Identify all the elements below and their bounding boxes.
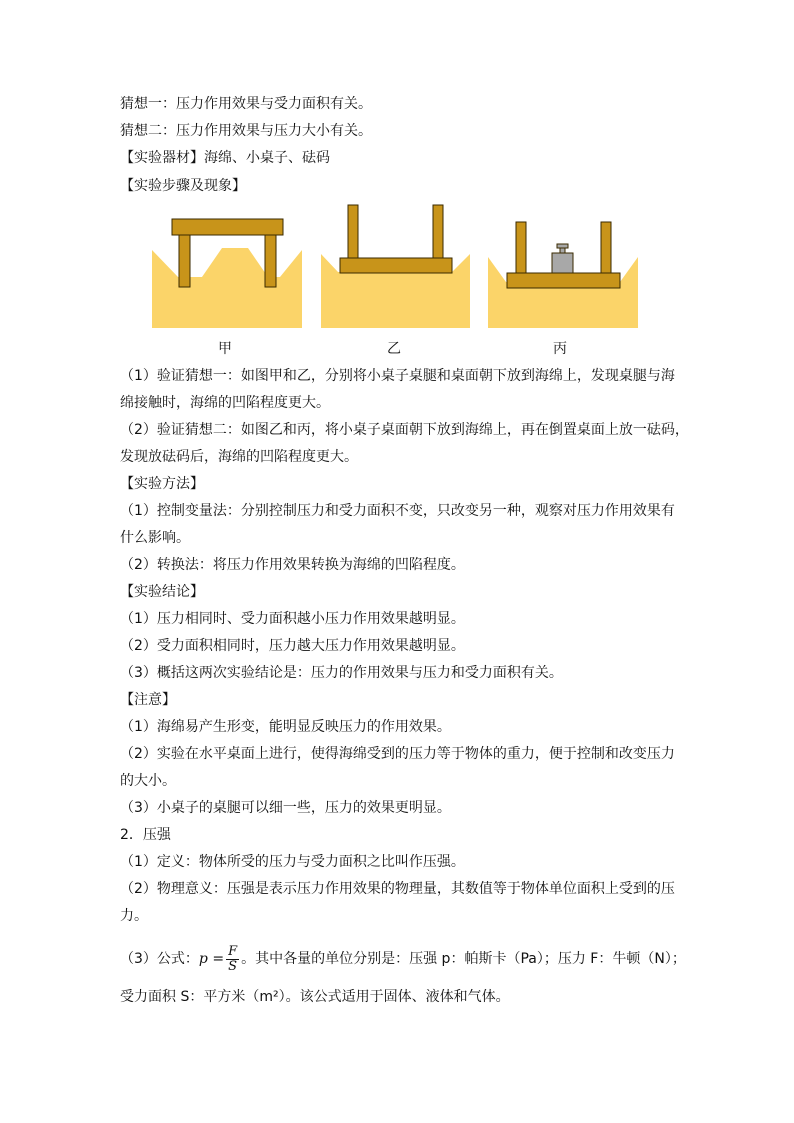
step-2-line-2: 发现放砝码后，海绵的凹陷程度更大。 (120, 449, 358, 465)
table-top-bing (507, 273, 620, 288)
table-leg-right-bing (601, 222, 611, 273)
hypothesis-two: 猜想二：压力作用效果与压力大小有关。 (120, 123, 372, 139)
table-leg-right-yi (433, 205, 443, 258)
table-top-jia (172, 219, 283, 235)
table-leg-left-yi (348, 205, 358, 258)
method-heading: 【实验方法】 (120, 476, 204, 492)
note-2-line-2: 的大小。 (120, 773, 176, 789)
formula-numerator: F (228, 943, 238, 959)
table-top-yi (340, 258, 452, 273)
conclusion-2: （2）受力面积相同时，压力越大压力作用效果越明显。 (120, 638, 465, 654)
formula-suffix: 。其中各量的单位分别是：压强 p：帕斯卡（Pa）；压力 F：牛顿（N）； (241, 951, 686, 967)
figure-bing (488, 222, 638, 328)
table-leg-left-bing (516, 222, 526, 273)
formula-fraction (226, 945, 239, 974)
pressure-meaning-line-1: （2）物理意义：压强是表示压力作用效果的物理量，其数值等于物体单位面积上受到的压 (120, 881, 675, 897)
equipment-line: 【实验器材】海绵、小桌子、砝码 (120, 150, 330, 166)
formula-lhs: p = (198, 951, 225, 967)
experiment-figure (150, 202, 640, 362)
caption-yi: 乙 (387, 341, 401, 357)
table-leg-left-jia (179, 235, 190, 287)
weight-knob (557, 244, 568, 248)
method-2-line: （2）转换法：将压力作用效果转换为海绵的凹陷程度。 (120, 557, 465, 573)
note-3: （3）小桌子的桌腿可以细一些，压力的效果更明显。 (120, 800, 451, 816)
hypothesis-one: 猜想一：压力作用效果与受力面积有关。 (120, 96, 372, 112)
formula-prefix: （3）公式： (120, 951, 199, 967)
sponge-jia (152, 248, 302, 328)
pressure-meaning-line-2: 力。 (120, 908, 148, 924)
step-1-line-1: （1）验证猜想一：如图甲和乙，分别将小桌子桌腿和桌面朝下放到海绵上，发现桌腿与海 (120, 368, 675, 384)
note-1: （1）海绵易产生形变，能明显反映压力的作用效果。 (120, 719, 451, 735)
caption-jia: 甲 (218, 341, 232, 357)
formula-denominator: S (228, 958, 238, 974)
caption-bing: 丙 (553, 341, 567, 357)
pressure-definition: （1）定义：物体所受的压力与受力面积之比叫作压强。 (120, 854, 465, 870)
notes-heading: 【注意】 (120, 692, 176, 708)
conclusion-heading: 【实验结论】 (120, 584, 204, 600)
conclusion-1: （1）压力相同时、受力面积越小压力作用效果越明显。 (120, 611, 465, 627)
figure-yi (321, 205, 470, 328)
step-1-line-2: 绵接触时，海绵的凹陷程度更大。 (120, 395, 330, 411)
steps-heading: 【实验步骤及现象】 (120, 178, 246, 194)
method-1-line-2: 什么影响。 (120, 530, 190, 546)
weight-body (552, 253, 573, 273)
formula-line (120, 944, 686, 978)
figure-jia (152, 219, 302, 328)
note-2-line-1: （2）实验在水平桌面上进行，使得海绵受到的压力等于物体的重力，便于控制和改变压力 (120, 746, 675, 762)
table-leg-right-jia (265, 235, 276, 287)
section-pressure-heading: 2．压强 (120, 827, 171, 843)
method-1-line-1: （1）控制变量法：分别控制压力和受力面积不变，只改变另一种，观察对压力作用效果有 (120, 503, 675, 519)
formula-units-line: 受力面积 S：平方米（m²）。该公式适用于固体、液体和气体。 (120, 989, 510, 1005)
step-2-line-1: （2）验证猜想二：如图乙和丙，将小桌子桌面朝下放到海绵上，再在倒置桌面上放一砝码， (120, 422, 689, 438)
conclusion-3: （3）概括这两次实验结论是：压力的作用效果与压力和受力面积有关。 (120, 665, 563, 681)
